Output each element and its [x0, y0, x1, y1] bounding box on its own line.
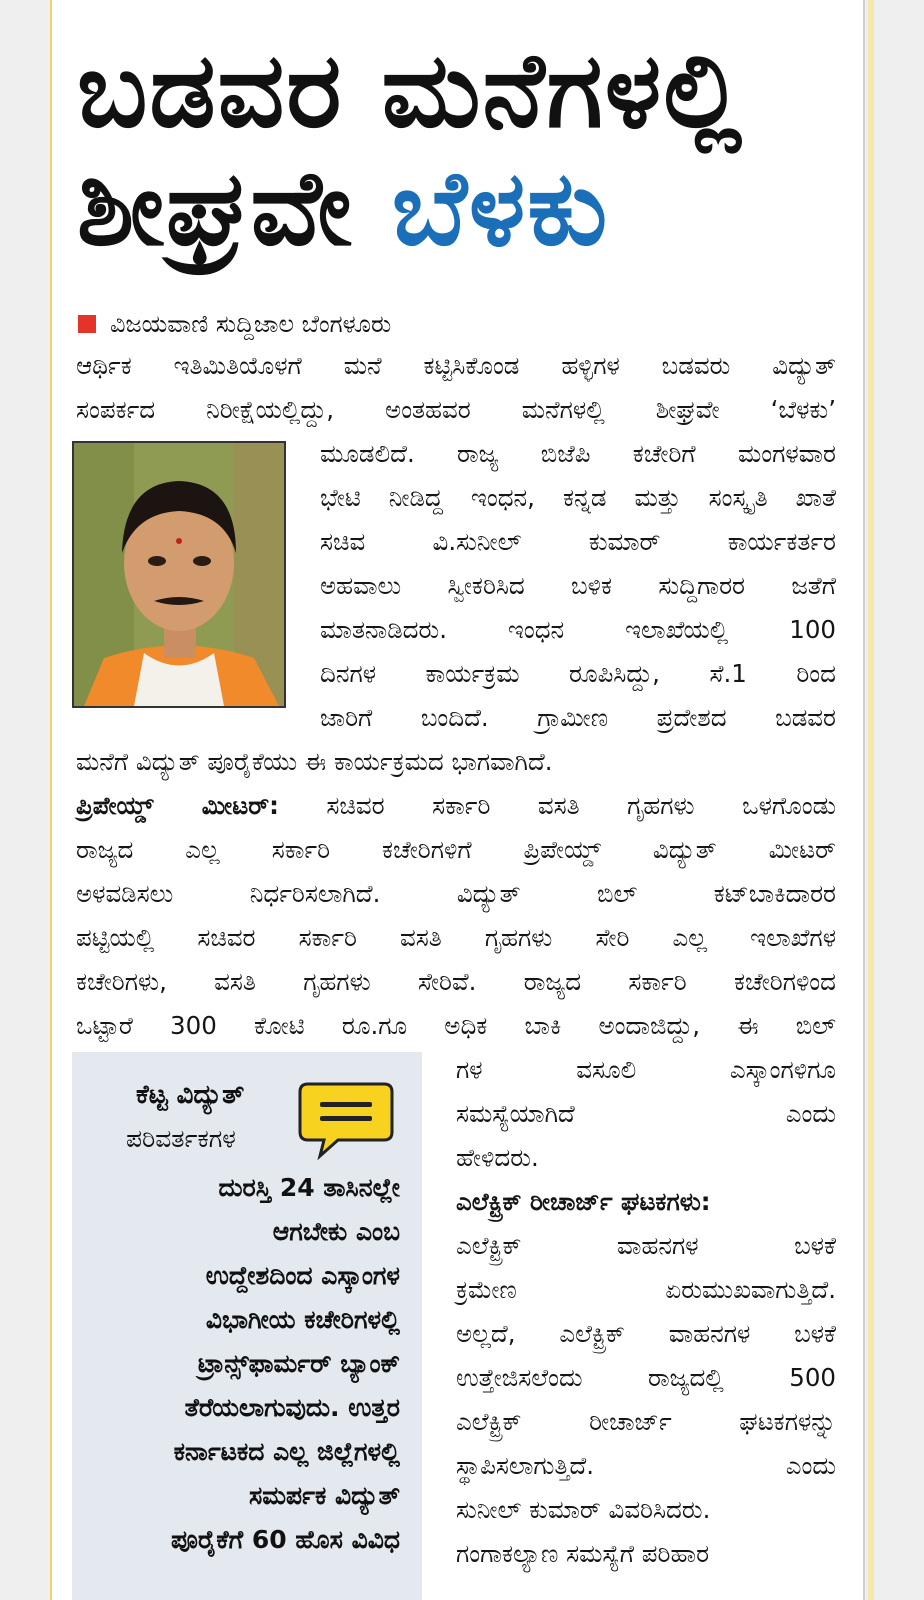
sidebox-line: ಪೂರೈಕೆಗೆ 60 ಹೊಸ ವಿವಿಧ — [171, 1525, 400, 1554]
prepaid-right-line: ಸಮಸ್ಯೆಯಾಗಿದೆ ಎಂದು — [456, 1099, 836, 1128]
sidebox-line: ದುರಸ್ತಿ 24 ತಾಸಿನಲ್ಲೇ — [218, 1173, 400, 1202]
recharge-line: ಉತ್ತೇಜಿಸಲೆಂದು ರಾಜ್ಯದಲ್ಲಿ 500 — [456, 1363, 836, 1392]
byline-square-icon — [78, 315, 96, 333]
recharge-line: ಸ್ಥಾಪಿಸಲಾಗುತ್ತಿದೆ. ಎಂದು — [456, 1451, 836, 1480]
sidebox-line: ಉದ್ದೇಶದಿಂದ ಎಸ್ಕಾಂಗಳ — [205, 1261, 400, 1290]
prepaid-line: ಒಟ್ಟಾರೆ 300 ಕೋಟಿ ರೂ.ಗೂ ಅಧಿಕ ಬಾಕಿ ಅಂದಾಜಿದ್ದು, ಈ ಬಿಲ್ — [76, 1011, 836, 1040]
intro-line: ಅಹವಾಲು ಸ್ವೀಕರಿಸಿದ ಬಳಿಕ ಸುದ್ದಿಗಾರರ ಜತೆಗೆ — [320, 571, 836, 600]
recharge-line: ಸುನೀಲ್ ಕುಮಾರ್ ವಿವರಿಸಿದರು. — [456, 1495, 711, 1524]
intro-line: ಮಾತನಾಡಿದರು. ಇಂಧನ ಇಲಾಖೆಯಲ್ಲಿ 100 — [320, 615, 836, 644]
prepaid-line: ಪಟ್ಟಿಯಲ್ಲಿ ಸಚಿವರ ಸರ್ಕಾರಿ ವಸತಿ ಗೃಹಗಳು ಸೇರಿ ಎಲ್ಲ ಇಲಾಖೆಗಳ — [76, 923, 836, 952]
headline-black-word: ಶೀಘ್ರವೇ — [77, 147, 354, 269]
headline-line-1: ಬಡವರ ಮನೆಗಳಲ್ಲಿ — [77, 29, 744, 151]
sidebox-line: ವಿಭಾಗೀಯ ಕಚೇರಿಗಳಲ್ಲಿ — [205, 1305, 400, 1334]
speech-bubble-icon — [298, 1080, 394, 1160]
recharge-line: ಅಲ್ಲದೆ, ಎಲೆಕ್ಟ್ರಿಕ್ ವಾಹನಗಳ ಬಳಕೆ — [456, 1319, 836, 1348]
headline-blue-word: ಬೆಳಕು — [391, 147, 610, 269]
prepaid-heading: ಪ್ರಿಪೇಯ್ಡ್ ಮೀಟರ್: — [76, 791, 279, 820]
recharge-line: ಗಂಗಾಕಲ್ಯಾಣ ಸಮಸ್ಯೆಗೆ ಪರಿಹಾರ — [456, 1539, 710, 1568]
recharge-line: ಎಲೆಕ್ಟ್ರಿಕ್ ವಾಹನಗಳ ಬಳಕೆ — [456, 1231, 836, 1260]
byline-text: ವಿಜಯವಾಣಿ ಸುದ್ದಿಜಾಲ ಬೆಂಗಳೂರು — [110, 310, 392, 338]
headline-line-2 — [77, 148, 837, 268]
sidebox-title-2: ಪರಿವರ್ತಕಗಳ — [126, 1124, 236, 1153]
intro-line: ಭೇಟಿ ನೀಡಿದ್ದ ಇಂಧನ, ಕನ್ನಡ ಮತ್ತು ಸಂಸ್ಕೃತಿ ಖಾತೆ — [320, 483, 836, 512]
recharge-line: ಎಲೆಕ್ಟ್ರಿಕ್ ರೀಚಾರ್ಜ್ ಘಟಕಗಳನ್ನು — [456, 1407, 836, 1436]
recharge-line: ಕ್ರಮೇಣ ಏರುಮುಖವಾಗುತ್ತಿದೆ. — [456, 1275, 836, 1304]
intro-line: ಮೂಡಲಿದೆ. ರಾಜ್ಯ ಬಿಜೆಪಿ ಕಚೇರಿಗೆ ಮಂಗಳವಾರ — [320, 439, 836, 468]
intro-line: ಮನೆಗೆ ವಿದ್ಯುತ್ ಪೂರೈಕೆಯು ಈ ಕಾರ್ಯಕ್ರಮದ ಭಾಗವಾಗಿದೆ. — [76, 747, 553, 776]
sidebox-line: ಕರ್ನಾಟಕದ ಎಲ್ಲ ಜಿಲ್ಲೆಗಳಲ್ಲಿ — [173, 1437, 400, 1466]
page-edge-stripe — [868, 0, 874, 1600]
intro-line: ಆರ್ಥಿಕ ಇತಿಮಿತಿಯೊಳಗೆ ಮನೆ ಕಟ್ಟಿಸಿಕೊಂಡ ಹಳ್ಳಿಗಳ ಬಡವರು ವಿದ್ಯುತ್ — [76, 351, 836, 380]
byline — [78, 310, 391, 338]
intro-line: ಸಚಿವ ವಿ.ಸುನೀಲ್ ಕುಮಾರ್ ಕಾರ್ಯಕರ್ತರ — [320, 527, 836, 556]
prepaid-right-line: ಗಳ ವಸೂಲಿ ಎಸ್ಕಾಂಗಳಿಗೂ — [456, 1055, 836, 1084]
sidebox-line: ತೆರೆಯಲಾಗುವುದು. ಉತ್ತರ — [184, 1393, 400, 1422]
newspaper-page — [50, 0, 865, 1600]
intro-line: ದಿನಗಳ ಕಾರ್ಯಕ್ರಮ ರೂಪಿಸಿದ್ದು, ಸೆ.1 ರಿಂದ — [320, 659, 836, 688]
prepaid-line: ಕಚೇರಿಗಳು, ವಸತಿ ಗೃಹಗಳು ಸೇರಿವೆ. ರಾಜ್ಯದ ಸರ್ಕಾರಿ ಕಚೇರಿಗಳಿಂದ — [76, 967, 836, 996]
prepaid-line: ರಾಜ್ಯದ ಎಲ್ಲ ಸರ್ಕಾರಿ ಕಚೇರಿಗಳಿಗೆ ಪ್ರಿಪೇಯ್ಡ್ ವಿದ್ಯುತ್ ಮೀಟರ್ — [76, 835, 836, 864]
recharge-heading: ಎಲೆಕ್ಟ್ರಿಕ್ ರೀಚಾರ್ಜ್ ಘಟಕಗಳು: — [456, 1187, 711, 1216]
sidebox-title-1: ಕೆಟ್ಟ ವಿದ್ಯುತ್ — [136, 1080, 245, 1110]
prepaid-line: ಅಳವಡಿಸಲು ನಿರ್ಧರಿಸಲಾಗಿದೆ. ವಿದ್ಯುತ್ ಬಿಲ್ ಕಟ್‌ಬಾಕಿದಾರರ — [76, 879, 836, 908]
minister-photo — [72, 441, 286, 708]
prepaid-right-line: ಹೇಳಿದರು. — [456, 1143, 539, 1172]
intro-line: ಜಾರಿಗೆ ಬಂದಿದೆ. ಗ್ರಾಮೀಣ ಪ್ರದೇಶದ ಬಡವರ — [320, 703, 836, 732]
sidebox-line: ಟ್ರಾನ್ಸ್‌ಫಾರ್ಮರ್ ಬ್ಯಾಂಕ್ — [197, 1349, 400, 1378]
portrait-image — [74, 443, 284, 706]
prepaid-first-line — [76, 784, 836, 828]
sidebox-line: ಆಗಬೇಕು ಎಂಬ — [272, 1217, 400, 1246]
sidebox-line: ಸಮರ್ಪಕ ವಿದ್ಯುತ್ — [248, 1481, 400, 1510]
prepaid-first-text: ಸಚಿವರ ಸರ್ಕಾರಿ ವಸತಿ ಗೃಹಗಳು ಒಳಗೊಂಡು — [326, 791, 836, 820]
intro-line: ಸಂಪರ್ಕದ ನಿರೀಕ್ಷೆಯಲ್ಲಿದ್ದು, ಅಂತಹವರ ಮನೆಗಳಲ್ಲಿ ಶೀಘ್ರವೇ ‘ಬೆಳಕು’ — [76, 395, 836, 424]
